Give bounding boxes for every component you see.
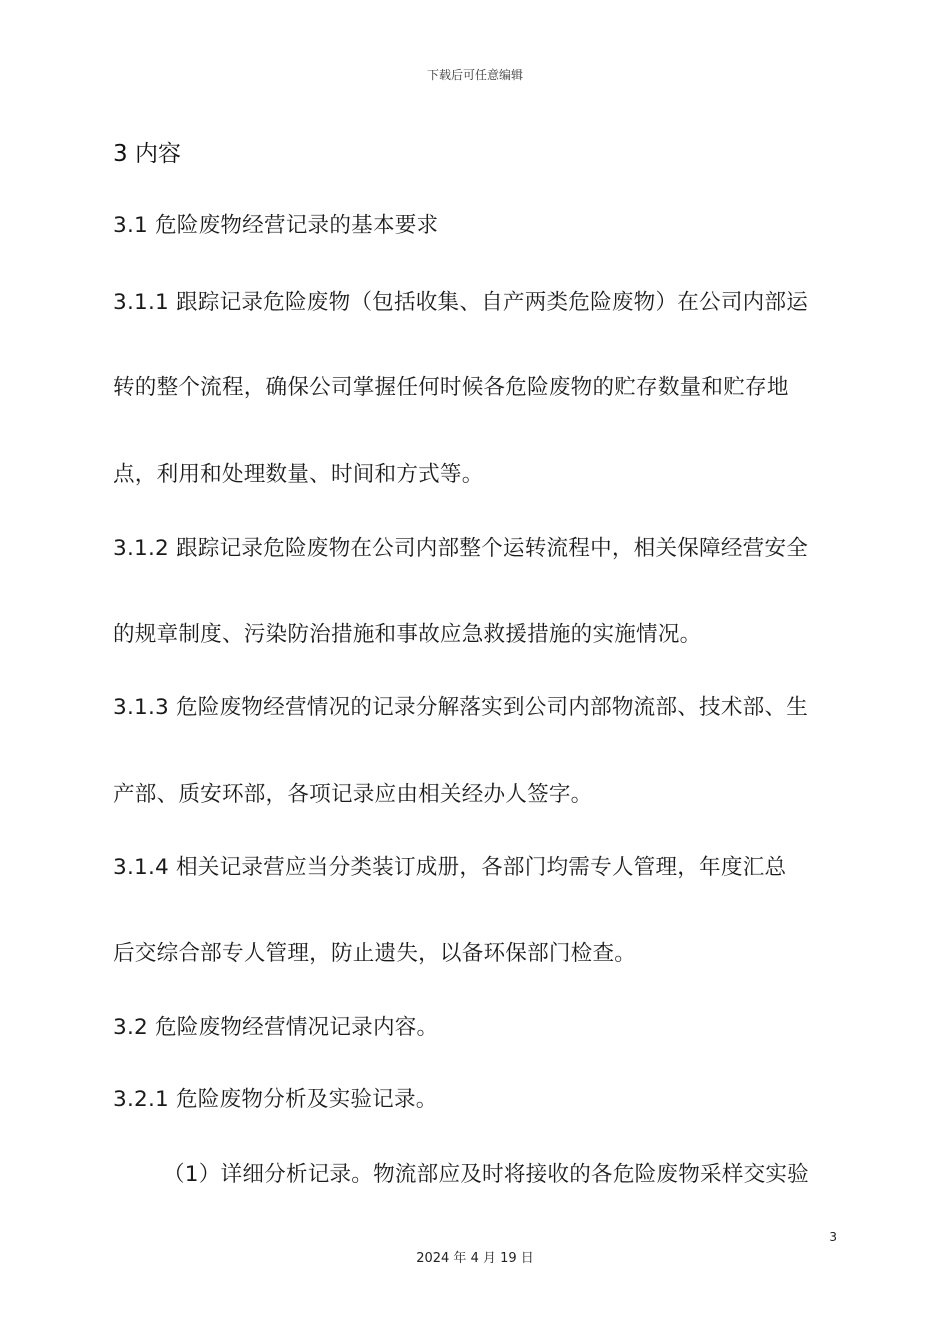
paragraph-line: 3.1.1 跟踪记录危险废物（包括收集、自产两类危险废物）在公司内部运 [113,290,809,315]
paragraph-line: 的规章制度、污染防治措施和事故应急救援措施的实施情况。 [113,622,702,647]
paragraph-line: 3.1.4 相关记录营应当分类装订成册，各部门均需专人管理，年度汇总 [113,855,787,880]
section-heading: 3 内容 [113,141,181,167]
subsection-title: 3.2.1 危险废物分析及实验记录。 [113,1087,438,1112]
header-note: 下载后可任意编辑 [426,68,523,82]
paragraph-line: 3.1.3 危险废物经营情况的记录分解落实到公司内部物流部、技术部、生 [113,695,809,720]
paragraph-line: 产部、质安环部，各项记录应由相关经办人签字。 [113,782,593,807]
paragraph-line: 点，利用和处理数量、时间和方式等。 [113,462,484,487]
page-number: 3 [829,1230,837,1244]
paragraph-line: 3.1.2 跟踪记录危险废物在公司内部整个运转流程中，相关保障经营安全 [113,536,809,561]
paragraph-line: 转的整个流程，确保公司掌握任何时候各危险废物的贮存数量和贮存地 [113,375,789,400]
subsection-title: 3.2 危险废物经营情况记录内容。 [113,1015,439,1040]
footer-date: 2024 年 4 月 19 日 [416,1251,534,1266]
subsection-title: 3.1 危险废物经营记录的基本要求 [113,213,439,238]
paragraph-line: （1）详细分析记录。物流部应及时将接收的各危险废物采样交实验 [163,1162,809,1187]
paragraph-line: 后交综合部专人管理，防止遗失，以备环保部门检查。 [113,941,637,966]
